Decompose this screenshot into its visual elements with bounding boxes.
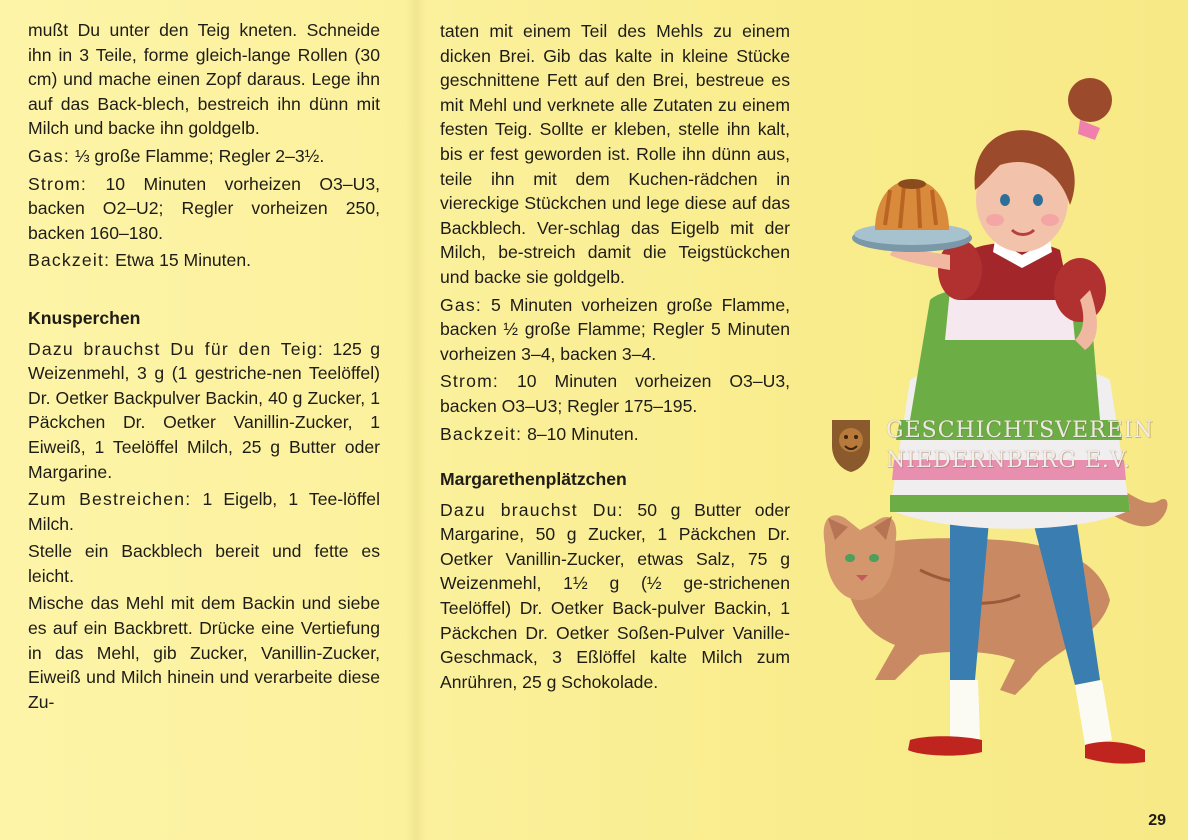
- strom-label-2: Strom:: [440, 371, 500, 392]
- gas-text-2: 5 Minuten vorheizen große Flamme, backen ½ große Flamme; Regler 5 Minuten vorheizen 3–4, backen 3–4.: [440, 294, 790, 364]
- watermark-line-1: GESCHICHTSVEREIN: [886, 418, 1154, 443]
- paragraph-backblech: Stelle ein Backblech bereit und fette es leicht.: [28, 541, 380, 586]
- gas-line-2: [440, 293, 790, 367]
- paragraph-zopf: mußt Du unter den Teig kneten. Schneide ihn in 3 Teile, forme gleich-lange Rollen (30 cm) und mache einen Zopf daraus. Lege ihn auf das Back-blech, bestreich ihn dünn mit Milch und backe ihn goldgelb.: [28, 20, 380, 139]
- strom-text: 10 Minuten vorheizen O3–U3, backen O2–U2; Regler vorheizen 250, backen 160–180.: [28, 173, 380, 243]
- dazu-label-2: Dazu brauchst Du:: [440, 499, 624, 520]
- dazu-text: 125 g Weizenmehl, 3 g (1 gestriche-nen Teelöffel) Dr. Oetker Backpulver Backin, 40 g Zucker, 1 Päckchen Dr. Oetker Vanillin-Zucker, 1 Eiweiß, 1 Teelöffel Milch, 25 g Butter oder Margarine.: [28, 338, 381, 482]
- watermark-line-2: NIEDERNBERG E.V.: [886, 448, 1131, 473]
- bestreichen-label: Zum Bestreichen:: [28, 489, 192, 510]
- ingredients-knusperchen: [28, 337, 380, 485]
- dazu-label: Dazu brauchst Du für den Teig:: [28, 338, 324, 359]
- gas-label: Gas:: [28, 145, 70, 166]
- right-column: [440, 19, 790, 697]
- recipe-heading-knusperchen: Knusperchen: [28, 307, 141, 328]
- left-column: [28, 18, 380, 717]
- backzeit-label: Backzeit:: [28, 250, 111, 271]
- backzeit-line: [28, 248, 380, 273]
- strom-line-2: [440, 369, 790, 418]
- paragraph-mische: Mische das Mehl mit dem Backin und siebe es auf ein Backbrett. Drücke eine Vertiefung in das Mehl, gib Zucker, Vanillin-Zucker, Eiweiß und Milch hinein und verarbeite diese Zu-: [28, 593, 380, 712]
- gas-label-2: Gas:: [440, 294, 482, 315]
- bestreichen-line: [28, 487, 380, 536]
- backzeit-label-2: Backzeit:: [440, 423, 523, 444]
- recipe-heading-margarethenplaetzchen: Margarethenplätzchen: [440, 469, 627, 490]
- strom-text-2: 10 Minuten vorheizen O3–U3, backen O3–U3; Regler 175–195.: [440, 371, 790, 416]
- strom-line: [28, 172, 380, 246]
- dazu-text-2: 50 g Butter oder Margarine, 50 g Zucker, 1 Päckchen Dr. Oetker Vanillin-Zucker, etwas Salz, 75 g Weizenmehl, 1½ g (½ ge-strichenen Teelöffel) Dr. Oetker Back-pulver Backin, 1 Päckchen Dr. Oetker Soßen-Pulver Vanille-Geschmack, 3 Eßlöffel kalte Milch zum Anrühren, 25 g Schokolade.: [440, 499, 790, 692]
- backzeit-line-2: [440, 422, 790, 447]
- gas-line: [28, 144, 380, 169]
- lion-head-crest-icon: [828, 414, 874, 474]
- watermark: [828, 412, 1168, 482]
- page-number: 29: [1148, 812, 1166, 829]
- ingredients-margarethenplaetzchen: [440, 498, 790, 695]
- bestreichen-text: 1 Eigelb, 1 Tee-löffel Milch.: [28, 489, 380, 534]
- gas-text: ⅓ große Flamme; Regler 2–3½.: [69, 145, 325, 166]
- backzeit-text: Etwa 15 Minuten.: [110, 250, 252, 271]
- strom-label: Strom:: [28, 173, 88, 194]
- cake-on-plate: [852, 179, 972, 252]
- book-gutter: [405, 0, 427, 840]
- paragraph-zutaten: taten mit einem Teil des Mehls zu einem dicken Brei. Gib das kalte in kleine Stücke geschnittene Fett auf den Brei, bestreue es mit Mehl und verknete alle Zutaten zu einem festen Teig. Sollte er kleben, stelle ihn kalt, bis er fest geworden ist. Rolle ihn dünn aus, teile ihn mit dem Kuchen-rädchen in viereckige Stückchen und lege diese auf das Backblech. Ver-schlag das Eigelb mit der Milch, be-streich damit die Teigstückchen und backe sie goldgelb.: [440, 21, 790, 287]
- backzeit-text-2: 8–10 Minuten.: [522, 423, 639, 444]
